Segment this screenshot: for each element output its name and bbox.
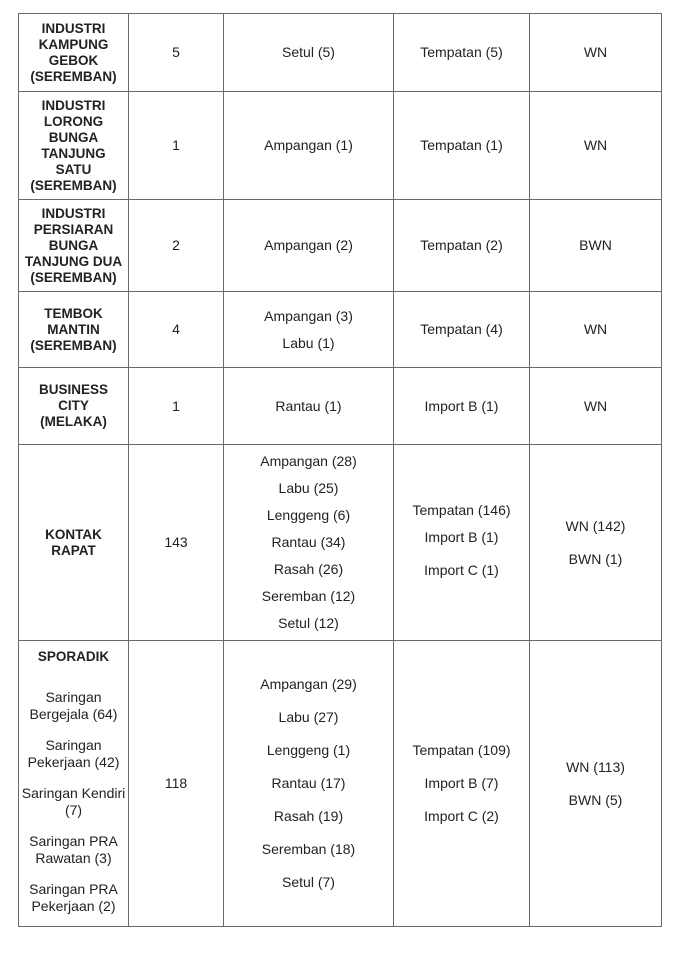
citizenship-item: WN [583,321,608,337]
location-line: (SEREMBAN) [30,337,117,353]
area-item: Seremban (12) [261,588,356,604]
source-cell [394,292,530,368]
area-item: Labu (25) [278,480,339,496]
location-line: BUNGA [48,129,99,145]
source-item: Tempatan (109) [412,742,511,758]
source-cell [394,92,530,200]
location-line: CITY [58,398,89,413]
area-item: Rantau (17) [271,775,346,791]
source-cell [394,14,530,92]
area-item: Rantau (1) [275,397,342,414]
table-row [19,368,662,445]
area-cell [224,368,394,445]
area-item: Setul (7) [282,874,335,890]
location-cell [19,92,129,200]
citizenship-item: WN [583,397,608,414]
area-cell [224,200,394,292]
location-cell [19,292,129,368]
area-cell [224,641,394,927]
location-cell [19,200,129,292]
source-item: Import B (1) [424,397,499,414]
citizenship-cell [530,292,662,368]
source-item: Tempatan (1) [420,137,503,153]
count-cell: 4 [129,292,224,368]
location-line: (SEREMBAN) [30,269,117,285]
location-line: BUSINESS [38,382,109,397]
location-line: SATU [55,161,92,177]
area-item: Ampangan (28) [260,453,357,469]
source-item: Tempatan (2) [420,237,503,253]
citizenship-cell [530,200,662,292]
area-item: Ampangan (29) [260,676,357,692]
source-item: Import B (7) [424,775,499,791]
citizenship-cell [530,368,662,445]
source-item: Import B (1) [424,529,499,545]
source-cell [394,445,530,641]
area-cell [224,445,394,641]
area-item: Rantau (34) [271,534,346,550]
screening-item: Saringan Kendiri (7) [21,785,126,818]
location-line: TEMBOK [44,305,103,321]
location-line: LORONG [43,113,104,129]
citizenship-cell [530,445,662,641]
source-cell [394,200,530,292]
table-row [19,292,662,368]
location-cell [19,641,129,927]
count-cell: 5 [129,14,224,92]
source-item: Tempatan (5) [420,44,503,60]
citizenship-item: BWN (5) [568,791,623,808]
area-cell [224,14,394,92]
screening-item: Saringan PRA Rawatan (3) [29,833,118,866]
location-line: RAPAT [51,542,96,558]
source-item: Import C (2) [424,808,499,824]
citizenship-item: BWN [579,237,612,253]
location-line: PERSIARAN [33,221,114,237]
area-item: Rasah (26) [273,561,344,577]
location-line: (SEREMBAN) [30,177,117,193]
screening-item: Saringan Bergejala (64) [29,689,118,722]
location-line: TANJUNG DUA [24,253,123,269]
location-line: (SEREMBAN) [30,68,117,84]
area-item: Rasah (19) [273,808,344,824]
citizenship-item: BWN (1) [568,550,623,567]
location-line: KAMPUNG [38,36,109,52]
source-item: Tempatan (146) [412,502,511,518]
table-row [19,641,662,927]
screening-item: Saringan Pekerjaan (42) [27,737,120,770]
area-cell [224,92,394,200]
source-item: Import C (1) [424,562,499,578]
citizenship-cell [530,92,662,200]
location-line: BUNGA [48,237,99,253]
location-line: GEBOK [48,52,99,68]
source-cell [394,368,530,445]
location-line: TANJUNG [41,145,106,161]
count-cell: 143 [129,445,224,641]
area-item: Ampangan (3) [264,307,353,324]
citizenship-item: WN [583,137,608,153]
location-line: INDUSTRI [41,20,106,36]
screening-item: Saringan PRA Pekerjaan (2) [29,881,118,914]
count-cell: 1 [129,92,224,200]
area-item: Seremban (18) [261,841,356,857]
citizenship-item: WN [583,44,608,60]
area-cell [224,292,394,368]
location-line: INDUSTRI [41,97,106,113]
area-item: Labu (27) [278,709,339,725]
citizenship-cell [530,641,662,927]
location-line: MANTIN [47,321,100,337]
count-cell: 118 [129,641,224,927]
location-line: INDUSTRI [41,205,106,221]
area-item: Labu (1) [282,334,335,351]
citizenship-item: WN (142) [565,517,626,534]
case-table [18,13,662,927]
table-row [19,200,662,292]
source-cell [394,641,530,927]
location-title: SPORADIK [37,649,110,664]
source-item: Tempatan (4) [420,321,503,337]
table-row [19,14,662,92]
location-cell [19,445,129,641]
citizenship-cell [530,14,662,92]
citizenship-item: WN (113) [566,758,625,775]
location-line: KONTAK [45,526,102,542]
area-item: Lenggeng (6) [266,507,351,523]
count-cell: 1 [129,368,224,445]
count-cell: 2 [129,200,224,292]
table-row [19,92,662,200]
area-item: Ampangan (1) [264,137,353,153]
location-line: (MELAKA) [40,414,107,429]
table-row [19,445,662,641]
area-item: Setul (5) [282,44,335,60]
area-item: Setul (12) [278,615,339,631]
area-item: Ampangan (2) [264,237,353,253]
location-cell [19,368,129,445]
location-cell [19,14,129,92]
area-item: Lenggeng (1) [266,742,351,758]
